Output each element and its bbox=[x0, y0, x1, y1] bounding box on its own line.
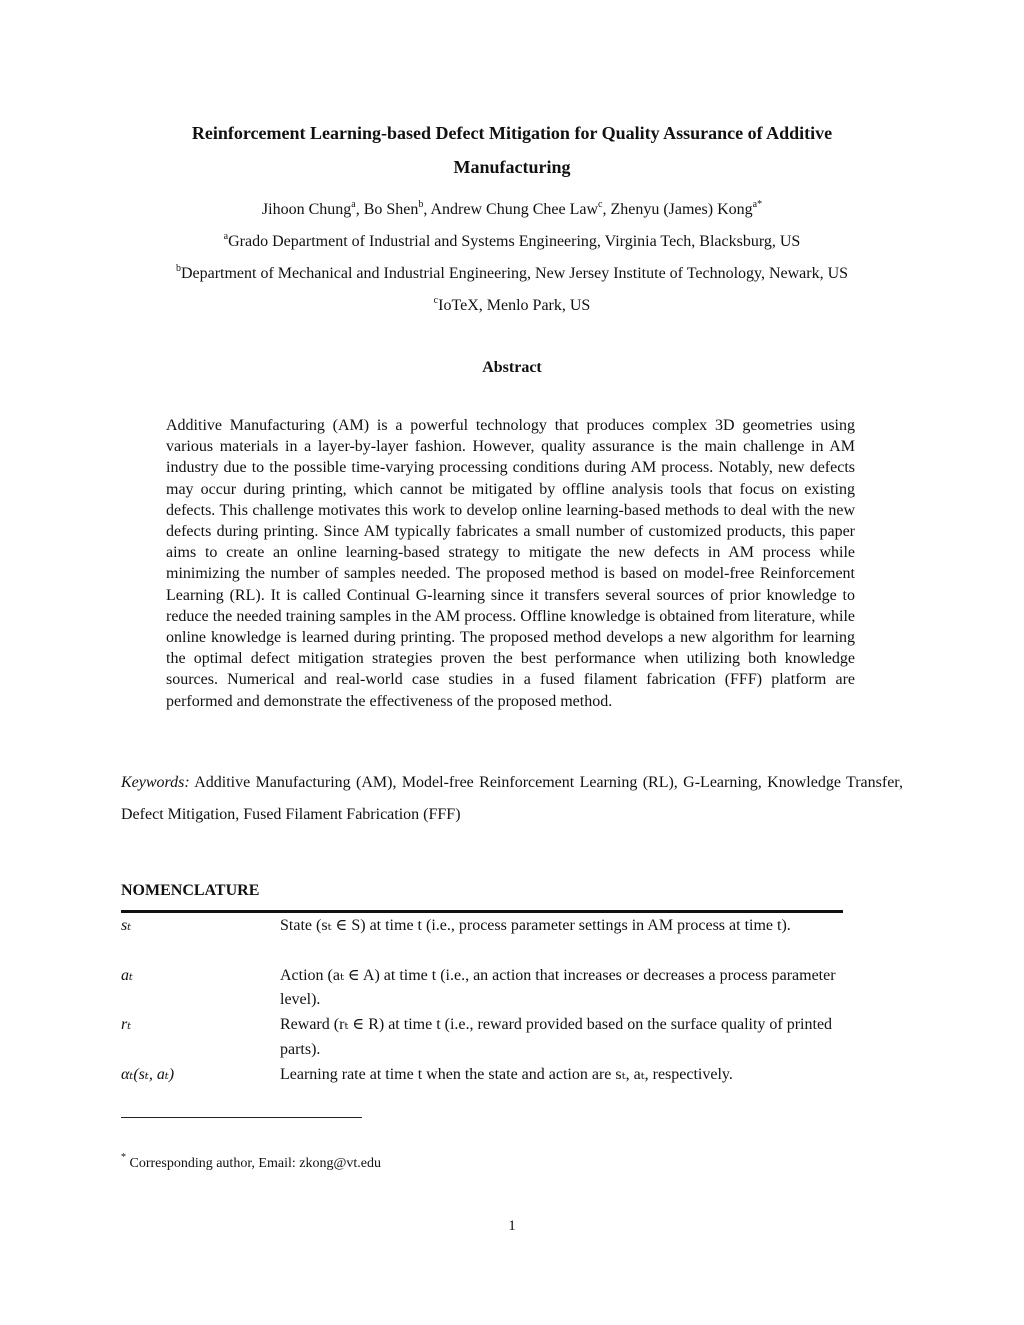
affiliation-sup: c bbox=[433, 295, 439, 306]
nomenclature-definition: Learning rate at time t when the state and action are sₜ, aₜ, respectively. bbox=[280, 1065, 733, 1083]
keywords-list: Additive Manufacturing (AM), Model-free Reinforcement Learning (RL), G-Learning, Knowledge Transfer, Defect Mitigation, Fused Filament Fabrication (FFF) bbox=[121, 774, 903, 823]
affiliation-text: Grado Department of Industrial and Systems Engineering, Virginia Tech, Blacksburg, US bbox=[228, 233, 801, 250]
author-sup: c bbox=[598, 199, 603, 210]
affiliation-sup: b bbox=[175, 263, 181, 274]
nomenclature-symbol: rₜ bbox=[121, 1016, 132, 1033]
affiliation-text: Department of Mechanical and Industrial Engineering, New Jersey Institute of Technology, Newark, US bbox=[180, 265, 849, 282]
author-name: Zhenyu (James) Kong bbox=[610, 201, 753, 218]
footnote-mark: * bbox=[121, 1152, 126, 1163]
affiliation-text: IoTeX, Menlo Park, US bbox=[438, 297, 591, 314]
paper-title bbox=[0, 116, 1024, 184]
affiliation-sup: a bbox=[223, 231, 229, 242]
author-name: Bo Shen bbox=[363, 201, 419, 218]
nomenclature-row bbox=[121, 1063, 843, 1088]
nomenclature-row bbox=[121, 1013, 843, 1063]
keywords-label: Keywords: bbox=[121, 774, 190, 791]
author-sup: a bbox=[351, 199, 356, 210]
keywords bbox=[121, 767, 903, 831]
nomenclature-row bbox=[121, 964, 843, 1014]
author-sup: b bbox=[418, 199, 424, 210]
page-number: 1 bbox=[508, 1218, 516, 1234]
title-line-2: Manufacturing bbox=[453, 157, 571, 177]
nomenclature-rule bbox=[121, 910, 843, 913]
nomenclature-definition: State (sₜ ∈ S) at time t (i.e., process parameter settings in AM process at time t). bbox=[280, 917, 791, 934]
nomenclature-table bbox=[121, 914, 843, 1088]
author-name: Jihoon Chung bbox=[261, 201, 352, 218]
footnote-text: Corresponding author, Email: zkong@vt.edu bbox=[129, 1156, 381, 1171]
nomenclature-symbol: sₜ bbox=[121, 917, 132, 934]
affiliation bbox=[0, 297, 1024, 315]
abstract-body: Additive Manufacturing (AM) is a powerful technology that produces complex 3D geometries using various materials in a layer-by-layer fashion. However, quality assurance is the main challenge in AM industry due to the possible time-varying processing conditions during AM process. Notably, new defects may occur during printing, which cannot be mitigated by offline analysis tools that focus on existing defects. This challenge motivates this work to develop online learning-based methods to deal with the new defects during printing. Since AM typically fabricates a small number of customized products, this paper aims to create an online learning-based strategy to mitigate the new defects in AM process while minimizing the number of samples needed. The proposed method is based on model-free Reinforcement Learning (RL). It is called Continual G-learning since it transfers several sources of prior knowledge to reduce the needed training samples in the AM process. Offline knowledge is obtained from literature, while online knowledge is learned during printing. The proposed method develops a new algorithm for learning the optimal defect mitigation strategies proven the best performance when utilizing both knowledge sources. Numerical and real-world case studies in a fused filament fabrication (FFF) platform are performed and demonstrate the effectiveness of the proposed method. bbox=[166, 417, 855, 710]
nomenclature-row bbox=[121, 914, 843, 964]
affiliation bbox=[0, 233, 1024, 251]
author-sup: a* bbox=[752, 199, 763, 210]
author-name: Andrew Chung Chee Law bbox=[430, 201, 598, 218]
affiliation bbox=[0, 265, 1024, 283]
abstract-heading: Abstract bbox=[482, 359, 542, 376]
title-line-1: Reinforcement Learning-based Defect Mitigation for Quality Assurance of Additive bbox=[191, 123, 833, 143]
nomenclature-symbol: aₜ bbox=[121, 966, 133, 984]
nomenclature-heading: NOMENCLATURE bbox=[121, 882, 260, 899]
footnote-rule bbox=[121, 1117, 362, 1118]
author-list: Jihoon Chung$^a$, Bo Shen$^b$, Andrew Chung Chee Law$^c$, Zhenyu (James) Kong$^{a*}$ bbox=[261, 199, 763, 218]
nomenclature-definition: Action (aₜ ∈ A) at time t (i.e., an action that increases or decreases a process parameter level). bbox=[280, 966, 836, 1008]
nomenclature-definition: Reward (rₜ ∈ R) at time t (i.e., reward provided based on the surface quality of printed parts). bbox=[280, 1016, 833, 1058]
nomenclature-symbol: αₜ(sₜ, aₜ) bbox=[121, 1065, 175, 1083]
footnote bbox=[121, 1152, 381, 1172]
